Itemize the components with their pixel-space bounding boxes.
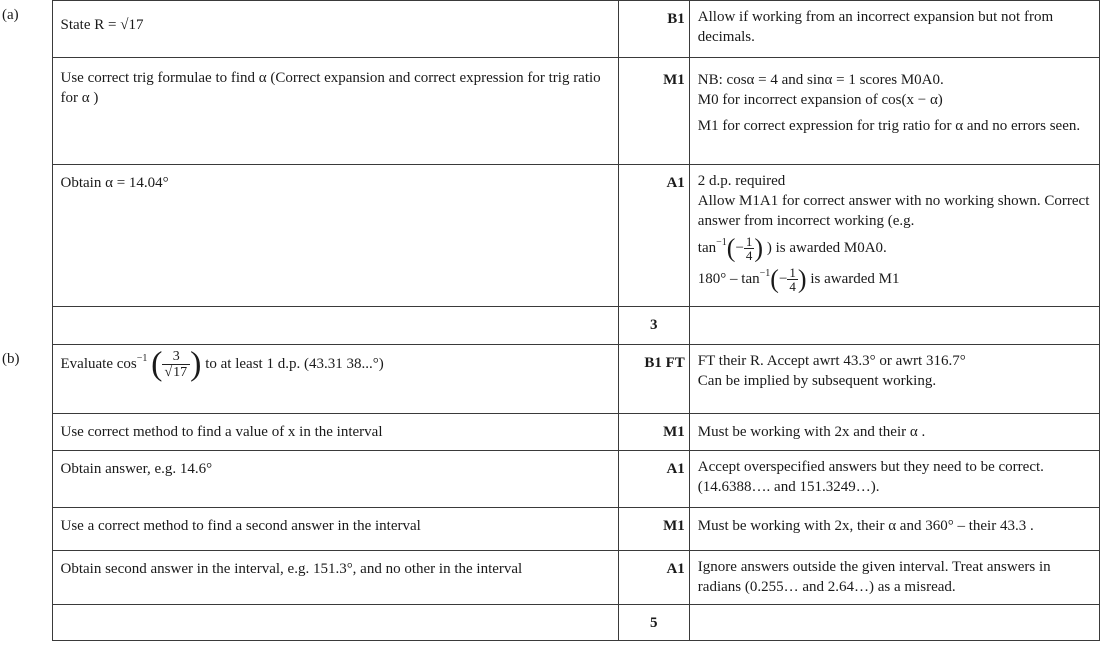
table-row-total xyxy=(0,307,1100,345)
guidance-line: NB: cosα = 4 and sinα = 1 scores M0A0. xyxy=(697,72,944,88)
guidance-cell xyxy=(689,165,1099,307)
table-row xyxy=(0,414,1100,451)
mark-cell: A1 xyxy=(618,451,689,508)
part-spacer xyxy=(0,58,52,165)
working-cell: Obtain α = 14.04° xyxy=(52,165,618,307)
empty-cell xyxy=(52,307,618,345)
working-cell: Use correct method to find a value of x in the interval xyxy=(52,414,618,451)
guidance-line: M0 for incorrect expansion of cos(x − α) xyxy=(697,92,943,108)
guidance-tan-line: $\tan^{-1}(-$ $\frac{1}{4}$ ) ) is awarded M0A0. xyxy=(697,233,887,264)
part-spacer xyxy=(0,605,52,641)
table-row xyxy=(0,451,1100,508)
guidance-line: FT their R. Accept awrt 43.3° or awrt 316.7° xyxy=(697,353,966,369)
working-cell: Obtain answer, e.g. 14.6° xyxy=(52,451,618,508)
guidance-cell: Ignore answers outside the given interval. Treat answers in radians (0.255… and 2.64…) as a misread. xyxy=(689,551,1099,605)
table-row xyxy=(0,508,1100,551)
guidance-cell xyxy=(689,58,1099,165)
mark-cell: B1 xyxy=(618,1,689,58)
guidance-cell: Must be working with 2x and their α . xyxy=(689,414,1099,451)
guidance-cell: Allow if working from an incorrect expansion but not from decimals. xyxy=(689,1,1099,58)
working-cell: State R = √17 xyxy=(52,1,618,58)
empty-cell xyxy=(52,605,618,641)
table-row xyxy=(0,1,1100,58)
empty-cell xyxy=(689,605,1099,641)
guidance-cell: Accept overspecified answers but they need to be correct. (14.6388…. and 151.3249…). xyxy=(689,451,1099,508)
total-marks: 3 xyxy=(618,307,689,345)
working-cell: Obtain second answer in the interval, e.g. 151.3°, and no other in the interval xyxy=(52,551,618,605)
part-label-b: (b) xyxy=(0,345,52,414)
working-cell: Use correct trig formulae to find α (Correct expansion and correct expression for trig ratio for α ) xyxy=(52,58,618,165)
part-spacer xyxy=(0,307,52,345)
guidance-cell: Must be working with 2x, their α and 360° – their 43.3 . xyxy=(689,508,1099,551)
part-spacer xyxy=(0,451,52,508)
empty-cell xyxy=(689,307,1099,345)
mark-cell: B1 FT xyxy=(618,345,689,414)
guidance-180-line: $180^\circ - \tan^{-1}(-$ $\frac{1}{4}$ ) is awarded M1 xyxy=(697,264,900,295)
mark-cell: M1 xyxy=(618,58,689,165)
part-spacer xyxy=(0,414,52,451)
mark-cell: A1 xyxy=(618,551,689,605)
part-spacer xyxy=(0,165,52,307)
table-row xyxy=(0,165,1100,307)
guidance-cell xyxy=(689,345,1099,414)
guidance-line: Can be implied by subsequent working. xyxy=(697,373,937,389)
total-marks: 5 xyxy=(618,605,689,641)
part-spacer xyxy=(0,551,52,605)
table-row xyxy=(0,551,1100,605)
working-cell: Use a correct method to find a second answer in the interval xyxy=(52,508,618,551)
table-row xyxy=(0,345,1100,414)
mark-cell: A1 xyxy=(618,165,689,307)
guidance-line: Allow M1A1 for correct answer with no working shown. Correct answer from incorrect working (e.g. xyxy=(697,193,1090,229)
guidance-line: M1 for correct expression for trig ratio for α and no errors seen. xyxy=(697,118,1081,134)
guidance-line: 2 d.p. required xyxy=(697,173,786,189)
part-spacer xyxy=(0,508,52,551)
working-cell: Evaluate $\cos^{-1}$ ( $\frac{3}{√17}$ ) to at least 1 d.p. (43.31 38...°) xyxy=(52,345,618,414)
mark-cell: M1 xyxy=(618,414,689,451)
mark-cell: M1 xyxy=(618,508,689,551)
part-label-a: (a) xyxy=(0,1,52,58)
table-row-total xyxy=(0,605,1100,641)
table-row xyxy=(0,58,1100,165)
